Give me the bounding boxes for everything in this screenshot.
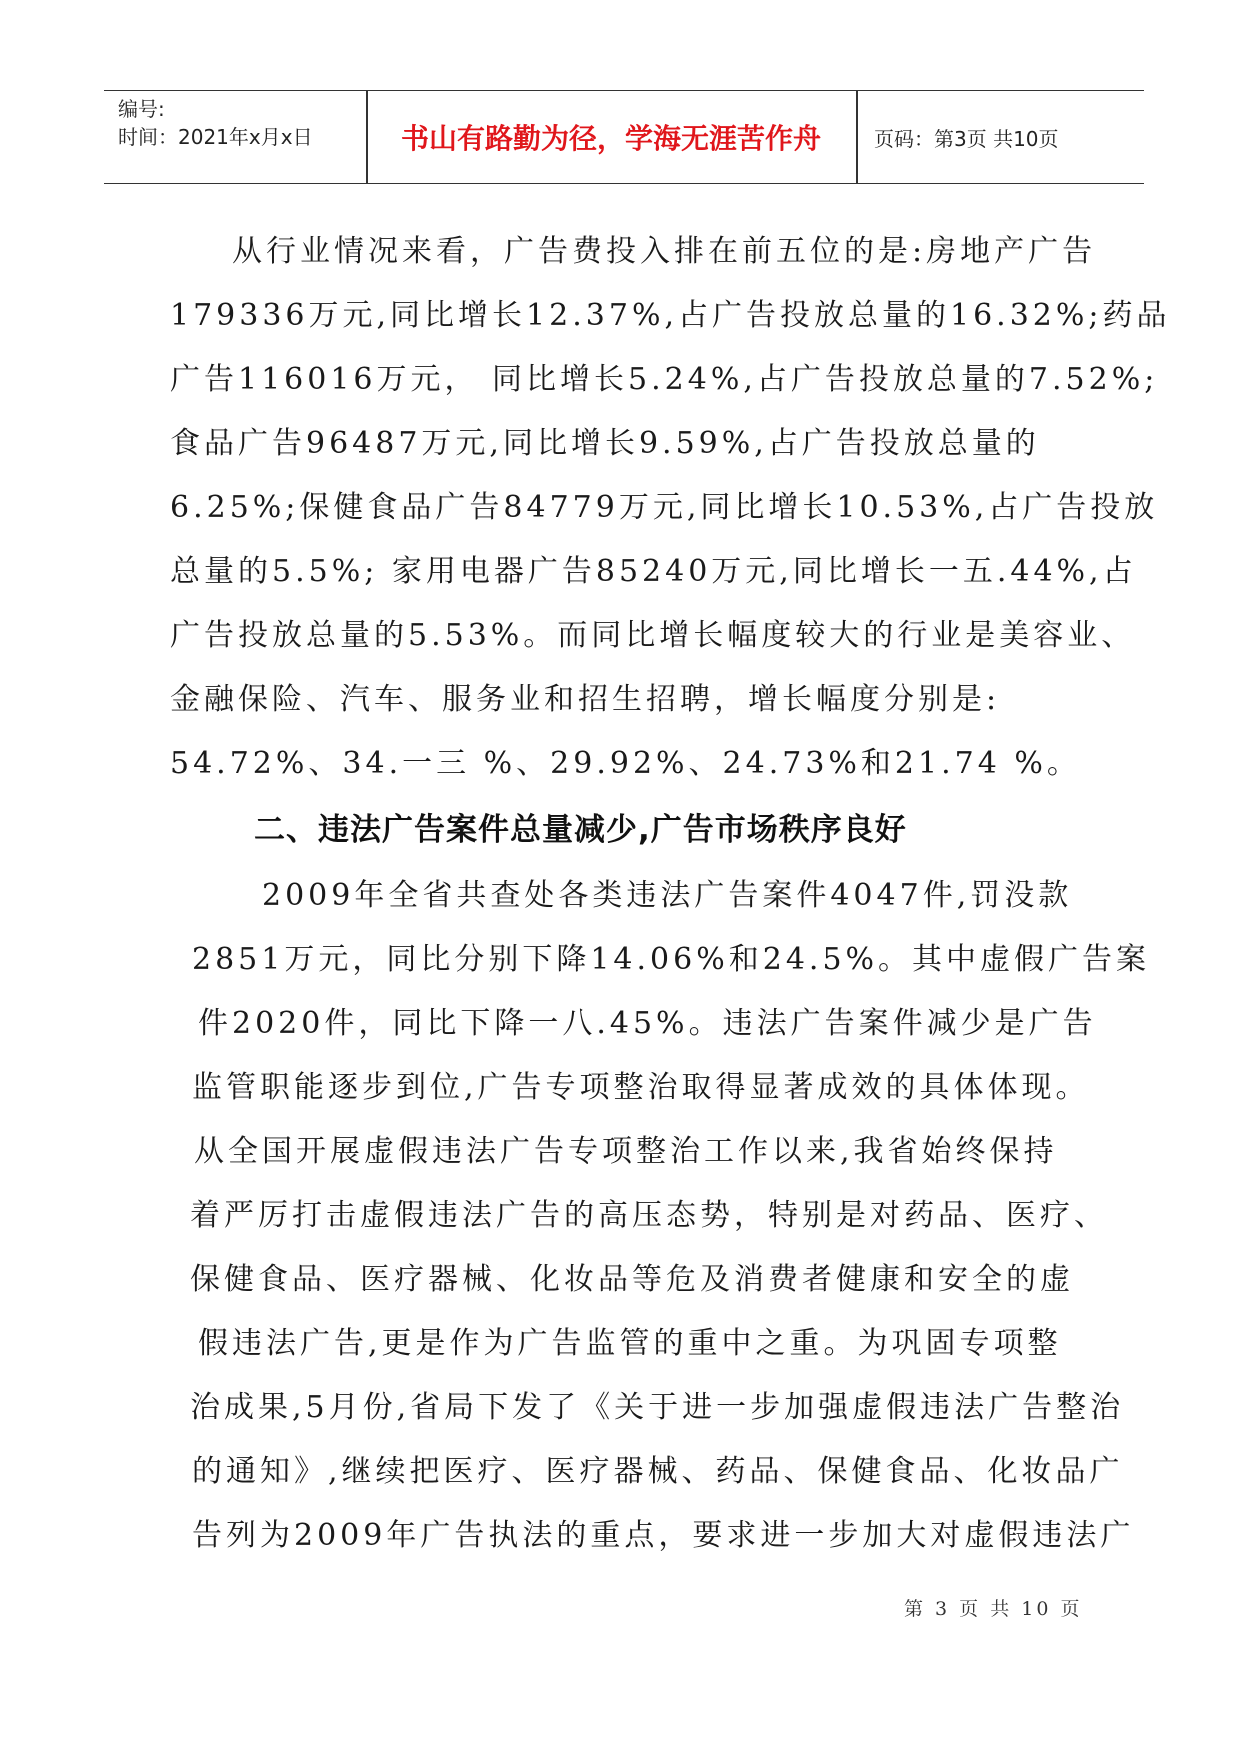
page-header <box>104 90 1144 184</box>
paragraph-line: 总量的5.5%; 家用电器广告85240万元,同比增长一五.44%,占 <box>170 554 1137 589</box>
header-page-label: 页码：第3页 共10页 <box>874 126 1059 151</box>
paragraph-line: 54.72%、34.一三 %、29.92%、24.73%和21.74 %。 <box>170 746 1081 781</box>
header-divider-right <box>856 91 858 183</box>
paragraph-line: 2009年全省共查处各类违法广告案件4047件,罚没款 <box>262 878 1073 913</box>
paragraph-line: 食品广告96487万元,同比增长9.59%,占广告投放总量的 <box>170 426 1040 461</box>
paragraph-line: 金融保险、汽车、服务业和招生招聘，增长幅度分别是: <box>170 682 1001 717</box>
paragraph-line: 假违法广告,更是作为广告监管的重中之重。为巩固专项整 <box>198 1326 1062 1361</box>
paragraph-line: 2851万元，同比分别下降14.06%和24.5%。其中虚假广告案 <box>192 942 1151 977</box>
paragraph-line: 广告投放总量的5.53%。而同比增长幅度较大的行业是美容业、 <box>170 618 1136 653</box>
paragraph-line: 件2020件，同比下降一八.45%。违法广告案件减少是广告 <box>198 1006 1097 1041</box>
paragraph-line: 监管职能逐步到位,广告专项整治取得显著成效的具体体现。 <box>192 1070 1090 1105</box>
paragraph-line: 的通知》,继续把医疗、医疗器械、药品、保健食品、化妆品广 <box>192 1454 1124 1489</box>
document-time-label: 时间：2021年x月x日 <box>118 125 313 149</box>
header-motto: 书山有路勤为径，学海无涯苦作舟 <box>400 122 821 155</box>
paragraph-line: 6.25%;保健食品广告84779万元,同比增长10.53%,占广告投放 <box>170 490 1159 525</box>
paragraph-line: 治成果,5月份,省局下发了《关于进一步加强虚假违法广告整治 <box>190 1390 1125 1425</box>
section-heading: 二、违法广告案件总量减少,广告市场秩序良好 <box>254 812 907 848</box>
paragraph-line: 从行业情况来看，广告费投入排在前五位的是:房地产广告 <box>232 234 1097 269</box>
document-number-label: 编号: <box>118 97 165 121</box>
paragraph-line: 179336万元,同比增长12.37%,占广告投放总量的16.32%;药品 <box>170 298 1171 333</box>
paragraph-line: 着严厉打击虚假违法广告的高压态势，特别是对药品、医疗、 <box>190 1198 1108 1233</box>
header-meta <box>118 95 368 181</box>
paragraph-line: 保健食品、医疗器械、化妆品等危及消费者健康和安全的虚 <box>190 1262 1074 1297</box>
paragraph-line: 告列为2009年广告执法的重点，要求进一步加大对虚假违法广 <box>192 1518 1135 1553</box>
page-footer: 第 3 页 共 10 页 <box>904 1598 1083 1620</box>
paragraph-line: 广告116016万元， 同比增长5.24%,占广告投放总量的7.52%; <box>170 362 1159 397</box>
paragraph-line: 从全国开展虚假违法广告专项整治工作以来,我省始终保持 <box>194 1134 1058 1169</box>
